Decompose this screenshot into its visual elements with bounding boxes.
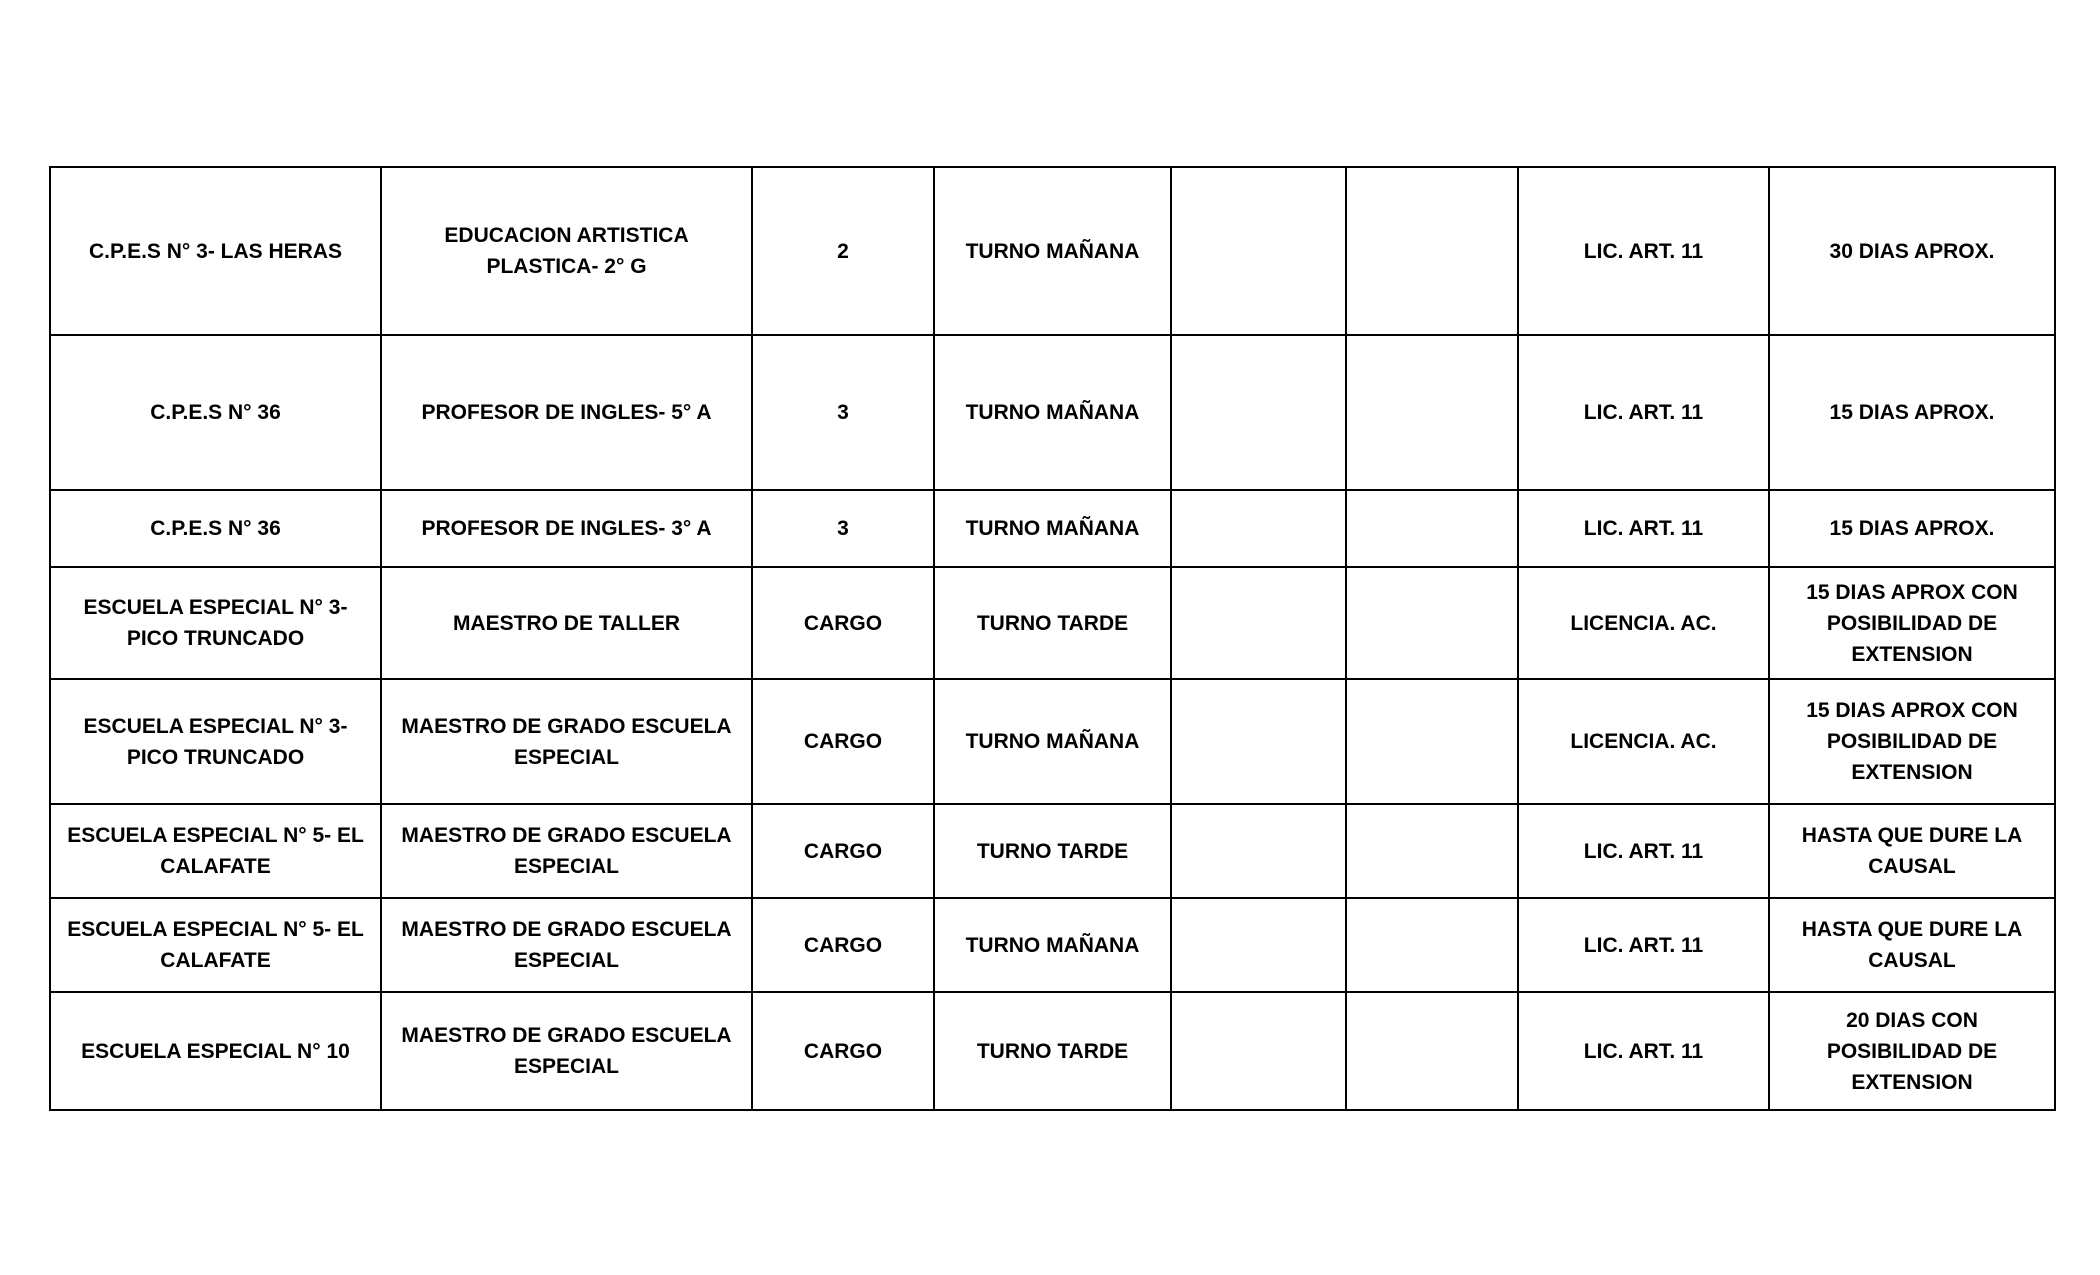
duration-cell: 15 DIAS APROX. (1769, 490, 2055, 567)
position-cell: MAESTRO DE GRADO ESCUELA ESPECIAL (381, 898, 752, 992)
duration-cell: 20 DIAS CON POSIBILIDAD DE EXTENSION (1769, 992, 2055, 1110)
table-row (50, 992, 2055, 1110)
school-cell: C.P.E.S N° 36 (50, 335, 381, 490)
shift-cell: TURNO TARDE (934, 567, 1171, 679)
empty-cell (1346, 167, 1518, 335)
leave-type-cell: LIC. ART. 11 (1518, 335, 1769, 490)
position-cell: MAESTRO DE GRADO ESCUELA ESPECIAL (381, 804, 752, 898)
duration-cell: 30 DIAS APROX. (1769, 167, 2055, 335)
hours-cell: CARGO (752, 804, 934, 898)
table-row (50, 490, 2055, 567)
empty-cell (1171, 992, 1346, 1110)
vacancies-sheet (49, 166, 2054, 1111)
position-cell: PROFESOR DE INGLES- 3° A (381, 490, 752, 567)
shift-cell: TURNO MAÑANA (934, 898, 1171, 992)
school-cell: ESCUELA ESPECIAL N° 3- PICO TRUNCADO (50, 679, 381, 804)
hours-cell: 2 (752, 167, 934, 335)
empty-cell (1171, 167, 1346, 335)
hours-cell: CARGO (752, 679, 934, 804)
table-row (50, 804, 2055, 898)
position-cell: MAESTRO DE TALLER (381, 567, 752, 679)
school-cell: ESCUELA ESPECIAL N° 5- EL CALAFATE (50, 898, 381, 992)
duration-cell: 15 DIAS APROX CON POSIBILIDAD DE EXTENSION (1769, 567, 2055, 679)
school-cell: ESCUELA ESPECIAL N° 5- EL CALAFATE (50, 804, 381, 898)
school-cell: C.P.E.S N° 3- LAS HERAS (50, 167, 381, 335)
leave-type-cell: LICENCIA. AC. (1518, 679, 1769, 804)
table-row (50, 335, 2055, 490)
empty-cell (1346, 679, 1518, 804)
empty-cell (1171, 898, 1346, 992)
leave-type-cell: LIC. ART. 11 (1518, 804, 1769, 898)
empty-cell (1171, 567, 1346, 679)
position-cell: MAESTRO DE GRADO ESCUELA ESPECIAL (381, 679, 752, 804)
duration-cell: 15 DIAS APROX. (1769, 335, 2055, 490)
leave-type-cell: LICENCIA. AC. (1518, 567, 1769, 679)
shift-cell: TURNO MAÑANA (934, 679, 1171, 804)
school-cell: ESCUELA ESPECIAL N° 3- PICO TRUNCADO (50, 567, 381, 679)
shift-cell: TURNO TARDE (934, 992, 1171, 1110)
empty-cell (1171, 804, 1346, 898)
shift-cell: TURNO MAÑANA (934, 335, 1171, 490)
table-row (50, 167, 2055, 335)
position-cell: EDUCACION ARTISTICA PLASTICA- 2° G (381, 167, 752, 335)
vacancies-table (49, 166, 2056, 1111)
empty-cell (1346, 567, 1518, 679)
table-row (50, 679, 2055, 804)
leave-type-cell: LIC. ART. 11 (1518, 992, 1769, 1110)
table-row (50, 898, 2055, 992)
shift-cell: TURNO MAÑANA (934, 490, 1171, 567)
duration-cell: HASTA QUE DURE LA CAUSAL (1769, 898, 2055, 992)
hours-cell: CARGO (752, 567, 934, 679)
duration-cell: HASTA QUE DURE LA CAUSAL (1769, 804, 2055, 898)
leave-type-cell: LIC. ART. 11 (1518, 490, 1769, 567)
shift-cell: TURNO MAÑANA (934, 167, 1171, 335)
shift-cell: TURNO TARDE (934, 804, 1171, 898)
hours-cell: CARGO (752, 992, 934, 1110)
position-cell: PROFESOR DE INGLES- 5° A (381, 335, 752, 490)
empty-cell (1346, 898, 1518, 992)
empty-cell (1346, 490, 1518, 567)
hours-cell: CARGO (752, 898, 934, 992)
duration-cell: 15 DIAS APROX CON POSIBILIDAD DE EXTENSION (1769, 679, 2055, 804)
empty-cell (1346, 335, 1518, 490)
empty-cell (1171, 679, 1346, 804)
hours-cell: 3 (752, 490, 934, 567)
leave-type-cell: LIC. ART. 11 (1518, 167, 1769, 335)
empty-cell (1346, 804, 1518, 898)
hours-cell: 3 (752, 335, 934, 490)
school-cell: C.P.E.S N° 36 (50, 490, 381, 567)
leave-type-cell: LIC. ART. 11 (1518, 898, 1769, 992)
table-row (50, 567, 2055, 679)
school-cell: ESCUELA ESPECIAL N° 10 (50, 992, 381, 1110)
empty-cell (1346, 992, 1518, 1110)
empty-cell (1171, 490, 1346, 567)
position-cell: MAESTRO DE GRADO ESCUELA ESPECIAL (381, 992, 752, 1110)
empty-cell (1171, 335, 1346, 490)
